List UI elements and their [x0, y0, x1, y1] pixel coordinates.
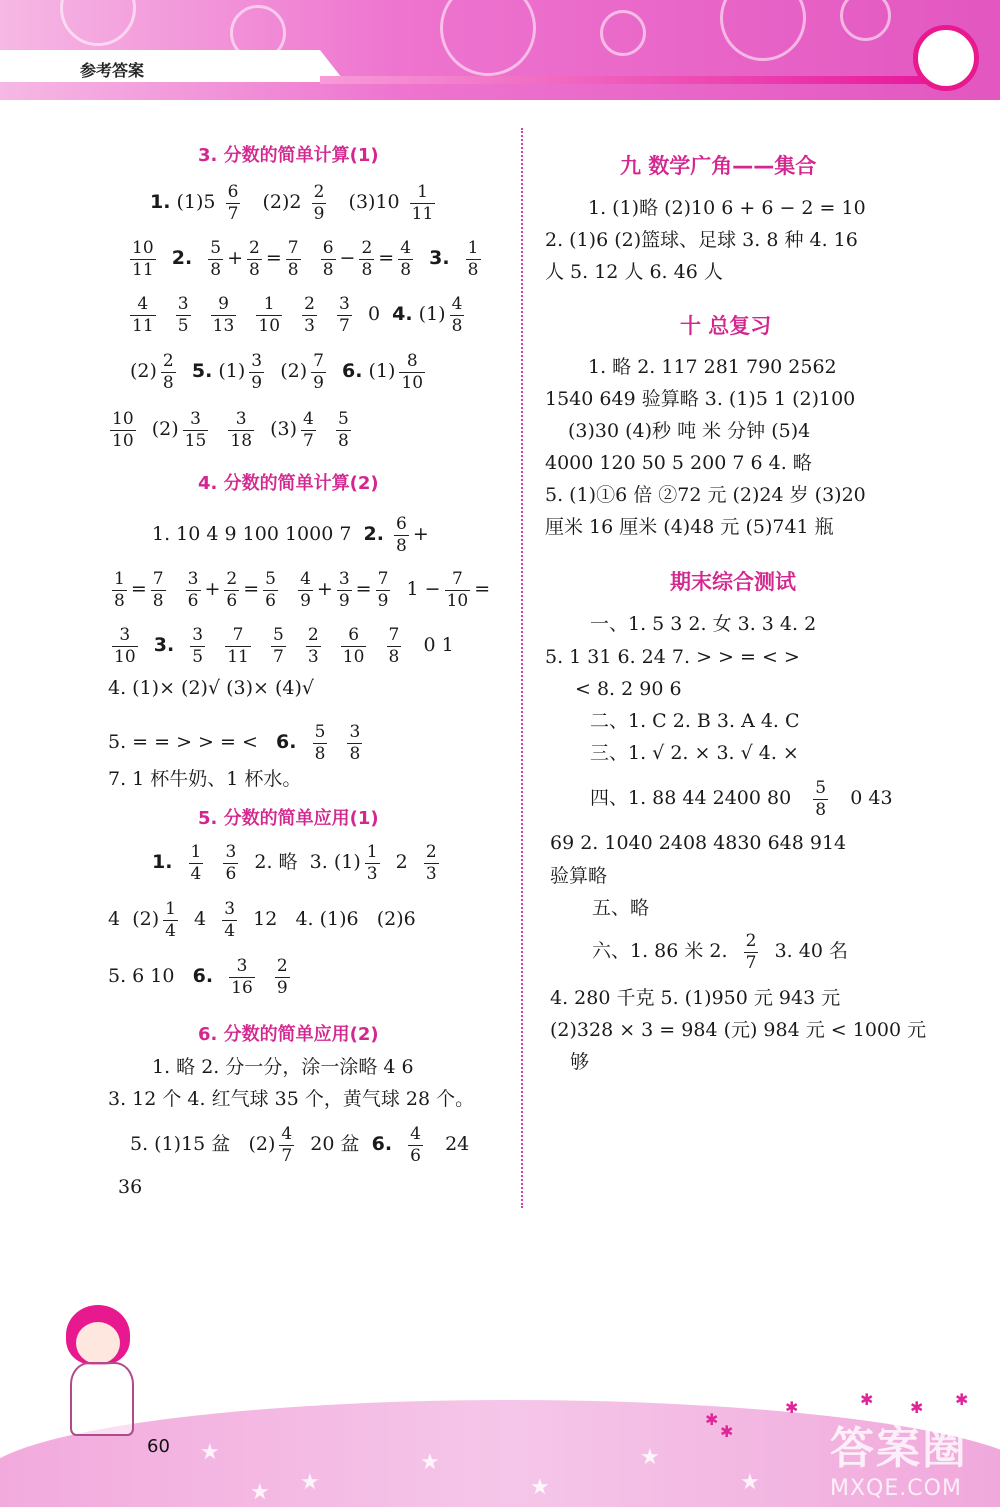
section-title: 3. 分数的简单计算(1) — [198, 145, 379, 166]
numerator: 5 — [272, 625, 284, 645]
denominator: 8 — [152, 590, 164, 611]
answer-text: 24 — [445, 1133, 470, 1156]
denominator: 8 — [467, 259, 479, 280]
numerator: 2 — [162, 351, 174, 371]
fraction — [229, 957, 255, 997]
answer-text: 5. — [191, 360, 213, 383]
numerator: 3 — [228, 410, 254, 431]
answer-text: 0 — [367, 303, 381, 326]
answer-line — [592, 932, 848, 972]
numerator: 10 — [132, 238, 154, 258]
section-title: 5. 分数的简单应用(1) — [198, 808, 379, 829]
numerator: 7 — [445, 570, 471, 591]
answer-text: (1)5 — [176, 191, 216, 214]
numerator: 1 — [467, 238, 479, 258]
answer-text: 1 − — [406, 578, 441, 601]
numerator: 5 — [210, 238, 222, 258]
numerator: 4 — [281, 1124, 293, 1144]
numerator: 7 — [152, 569, 164, 589]
answer-text: 5. = = > > = < — [108, 731, 258, 754]
numerator: 7 — [313, 351, 324, 371]
fraction — [110, 410, 136, 450]
fraction — [176, 295, 191, 335]
denominator: 11 — [132, 315, 154, 336]
numerator: 10 — [112, 409, 134, 429]
answer-text: 20 盆 — [310, 1133, 360, 1156]
fraction — [256, 295, 282, 335]
fraction — [466, 239, 481, 279]
denominator: 9 — [313, 203, 325, 224]
numerator: 9 — [211, 295, 237, 316]
answer-line: 4000 120 50 5 200 7 6 4. 略 — [545, 452, 812, 474]
denominator: 8 — [210, 259, 222, 280]
fraction — [313, 723, 328, 763]
fraction — [387, 626, 402, 666]
answer-line: $\frac{10}{11}$ 2. $\frac{5}{8}$ + $\frac{2}{8}$ = $\frac{7}{8}$ $\frac{6}{8}$ − $\frac{2}{8}$ = $\frac{4}{8}$ 3. $\frac{1}{8}$ — [132, 238, 479, 280]
answer-line: (2)328 × 3 = 984 (元) 984 元 < 1000 元 — [550, 1019, 927, 1041]
denominator: 8 — [314, 743, 326, 764]
fraction — [312, 183, 327, 223]
denominator: 3 — [425, 863, 437, 884]
numerator: 3 — [192, 625, 204, 645]
numerator: 7 — [225, 626, 251, 647]
denominator: 8 — [249, 259, 260, 280]
fraction — [190, 626, 205, 666]
answer-line: 人 5. 12 人 6. 46 人 — [545, 261, 723, 283]
numerator: 2 — [313, 182, 325, 202]
answer-line: 够 — [570, 1051, 590, 1073]
numerator: 5 — [337, 409, 349, 429]
numerator: 3 — [251, 351, 263, 371]
denominator: 10 — [446, 590, 469, 611]
pink-star-icon: ✱ — [860, 1390, 874, 1409]
answer-text: 3. (1) — [309, 851, 361, 874]
decor-bubble — [600, 10, 646, 56]
answer-text: (2) — [151, 418, 179, 441]
denominator: 11 — [411, 203, 434, 224]
pink-star-icon: ✱ — [705, 1410, 719, 1429]
answer-line: 36 — [118, 1176, 143, 1198]
denominator: 10 — [112, 430, 134, 451]
numerator: 3 — [177, 294, 189, 314]
numerator: 6 — [227, 182, 239, 202]
answer-line: $\frac{1}{8}$ = $\frac{7}{8}$ $\frac{3}{6}$ + $\frac{2}{6}$ = $\frac{5}{6}$ $\frac{4}{9}$ + $\frac{3}{9}$ = $\frac{7}{9}$ 1 − $\frac{7}{10}$ = — [114, 569, 491, 611]
fraction — [225, 626, 251, 666]
answer-line — [108, 957, 294, 997]
answer-text: 0 1 — [423, 634, 454, 657]
pink-star-icon: ✱ — [910, 1398, 924, 1417]
decor-bubble — [60, 0, 136, 46]
denominator: 8 — [815, 799, 827, 820]
answer-line: 一、1. 5 3 2. 女 3. 3 4. 2 — [590, 613, 817, 635]
fraction — [271, 626, 286, 666]
denominator: 9 — [276, 977, 288, 998]
fraction — [208, 239, 223, 279]
fraction — [226, 183, 241, 223]
denominator: 11 — [132, 259, 154, 280]
star-icon: ★ — [250, 1480, 270, 1505]
answer-text: 3. — [153, 634, 175, 657]
fraction — [365, 843, 380, 883]
answer-text: 0 43 — [850, 787, 893, 810]
denominator: 8 — [114, 590, 125, 611]
answer-line — [126, 295, 468, 335]
fraction — [337, 570, 352, 610]
star-icon: ★ — [200, 1440, 220, 1465]
star-icon: ★ — [420, 1450, 440, 1475]
answer-text: 4. — [392, 303, 413, 326]
section-title: 九 数学广角——集合 — [620, 154, 817, 178]
denominator: 4 — [165, 920, 176, 941]
answer-line: 69 2. 1040 2408 4830 648 914 — [550, 832, 847, 854]
fraction — [249, 352, 264, 392]
header-banner — [0, 0, 1000, 100]
fraction — [211, 295, 237, 335]
denominator: 9 — [338, 590, 350, 611]
fraction — [161, 352, 176, 392]
denominator: 15 — [184, 430, 207, 451]
star-icon: ★ — [300, 1470, 320, 1495]
fraction — [424, 843, 439, 883]
answer-line: 厘米 16 厘米 (4)48 元 (5)741 瓶 — [545, 516, 834, 538]
denominator: 8 — [396, 535, 407, 556]
denominator: 18 — [230, 430, 253, 451]
section-title: 十 总复习 — [680, 314, 772, 338]
denominator: 4 — [190, 863, 202, 884]
numerator: 4 — [300, 569, 311, 589]
answer-text: 2 — [395, 851, 408, 874]
star-icon: ★ — [740, 1470, 760, 1495]
denominator: 4 — [224, 920, 236, 941]
fraction — [408, 1125, 423, 1165]
numerator: 5 — [314, 722, 326, 742]
answer-line: 7. 1 杯牛奶、1 杯水。 — [108, 768, 302, 790]
section-title: 4. 分数的简单计算(2) — [198, 473, 379, 494]
answer-line: 1. 略 2. 分一分，涂一涂略 4 6 — [152, 1056, 414, 1078]
numerator: 1 — [256, 295, 282, 316]
denominator: 8 — [337, 430, 349, 451]
answer-line: 1. (1)5 $\frac{6}{7}$ (2)2 $\frac{2}{9}$ (3)10 $\frac{1}{11}$ — [150, 182, 434, 224]
decor-bubble — [720, 0, 806, 61]
numerator: 4 — [303, 409, 314, 429]
answer-line — [152, 843, 443, 883]
answer-text: 3. 40 名 — [774, 940, 848, 963]
fraction — [279, 1125, 294, 1165]
numerator: 2 — [745, 931, 757, 951]
numerator: 1 — [190, 842, 202, 862]
denominator: 10 — [114, 646, 136, 667]
fraction — [399, 352, 425, 392]
answer-line: 5. 1 31 6. 24 7. > > = < > — [545, 646, 800, 668]
numerator: 2 — [304, 294, 315, 314]
fraction — [223, 843, 238, 883]
fraction — [359, 239, 374, 279]
section-title: 期末综合测试 — [670, 570, 796, 594]
numerator: 6 — [341, 626, 367, 647]
numerator: 4 — [130, 295, 156, 316]
pink-star-icon: ✱ — [955, 1390, 969, 1409]
fraction — [445, 570, 471, 610]
column-divider — [521, 128, 523, 1208]
numerator: 8 — [399, 352, 425, 373]
fraction — [301, 410, 316, 450]
denominator: 6 — [225, 863, 237, 884]
answer-text: 6. — [371, 1133, 393, 1156]
fraction — [341, 626, 367, 666]
fraction — [410, 183, 436, 223]
fraction — [189, 843, 204, 883]
answer-text: (2) — [280, 360, 308, 383]
numerator: 3 — [183, 410, 209, 431]
fraction — [130, 295, 156, 335]
answer-text: 4 — [108, 908, 121, 931]
answer-line — [108, 900, 416, 940]
answer-line: 1. 10 4 9 100 1000 7 2. $\frac{6}{8}$ + — [152, 514, 429, 556]
denominator: 8 — [361, 259, 373, 280]
fraction — [311, 352, 326, 392]
star-icon: ★ — [530, 1475, 550, 1500]
page-number: 60 — [147, 1436, 170, 1457]
denominator: 16 — [231, 977, 253, 998]
numerator: 3 — [225, 842, 237, 862]
denominator: 7 — [227, 203, 239, 224]
answer-line: < 8. 2 90 6 — [575, 678, 682, 700]
answer-line: 1. 略 2. 117 281 790 2562 — [588, 356, 837, 378]
answer-text: 12 — [253, 908, 278, 931]
numerator: 3 — [224, 899, 236, 919]
denominator: 7 — [272, 646, 284, 667]
denominator: 10 — [342, 646, 365, 667]
denominator: 9 — [313, 372, 324, 393]
section-title: 6. 分数的简单应用(2) — [198, 1024, 379, 1045]
answer-text: (1) — [218, 360, 246, 383]
fraction — [186, 570, 201, 610]
fraction — [183, 410, 209, 450]
numerator: 1 — [366, 842, 378, 862]
denominator: 8 — [322, 259, 334, 280]
numerator: 3 — [229, 957, 255, 978]
answer-text: 5. 6 10 — [108, 965, 175, 988]
denominator: 6 — [265, 590, 276, 611]
fraction — [813, 779, 828, 819]
numerator: 3 — [339, 294, 350, 314]
numerator: 4 — [410, 1124, 421, 1144]
fraction — [275, 957, 290, 997]
star-icon: ★ — [640, 1445, 660, 1470]
denominator: 7 — [303, 430, 314, 451]
numerator: 2 — [249, 238, 260, 258]
numerator: 5 — [815, 778, 827, 798]
fraction — [394, 515, 409, 555]
answer-line — [130, 1125, 469, 1165]
denominator: 9 — [300, 590, 311, 611]
answer-text: 6. — [276, 731, 297, 754]
answer-line — [106, 410, 355, 450]
denominator: 3 — [366, 863, 378, 884]
numerator: 3 — [349, 722, 361, 742]
answer-text: 6. — [342, 360, 363, 383]
numerator: 6 — [396, 514, 407, 534]
denominator: 8 — [287, 259, 299, 280]
fraction — [228, 410, 254, 450]
denominator: 6 — [226, 590, 238, 611]
denominator: 8 — [349, 743, 361, 764]
denominator: 8 — [388, 646, 400, 667]
fraction — [163, 900, 178, 940]
denominator: 5 — [192, 646, 204, 667]
watermark-main: 答案圈 — [830, 1423, 968, 1474]
denominator: 3 — [307, 646, 319, 667]
answer-text: 6. — [192, 965, 214, 988]
pink-star-icon: ✱ — [720, 1422, 734, 1441]
fraction — [302, 295, 317, 335]
fraction — [347, 723, 362, 763]
fraction — [321, 239, 336, 279]
answer-line: 五、略 — [592, 897, 650, 919]
fraction — [247, 239, 262, 279]
fraction — [306, 626, 321, 666]
answer-text: (2)6 — [376, 908, 416, 931]
answer-text: (2) — [248, 1133, 276, 1156]
fraction — [263, 570, 278, 610]
decor-bubble — [840, 0, 891, 41]
denominator: 11 — [227, 646, 249, 667]
fraction — [130, 239, 156, 279]
girl-illustration-body — [70, 1362, 134, 1436]
numerator: 2 — [307, 625, 319, 645]
numerator: 3 — [187, 569, 199, 589]
watermark — [830, 1412, 1000, 1502]
answer-line: 二、1. C 2. B 3. A 4. C — [590, 710, 800, 732]
header-rule — [320, 76, 930, 84]
answer-text: 六、1. 86 米 2. — [592, 940, 728, 963]
answer-text: (2) — [130, 360, 157, 383]
numerator: 6 — [322, 238, 334, 258]
fraction — [222, 900, 237, 940]
answer-text: 3. — [429, 247, 450, 270]
answer-text: (3) — [270, 418, 298, 441]
fraction — [337, 295, 352, 335]
numerator: 5 — [265, 569, 276, 589]
answer-line: 3. 12 个 4. 红气球 35 个，黄气球 28 个。 — [108, 1088, 475, 1110]
answer-line — [130, 352, 429, 392]
header-label: 参考答案 — [80, 61, 145, 80]
answer-line — [108, 723, 366, 763]
answer-text: (3)10 — [348, 191, 400, 214]
answer-line: 验算略 — [550, 865, 608, 887]
denominator: 9 — [251, 372, 263, 393]
answer-text: 四、1. 88 44 2400 80 — [590, 787, 792, 810]
denominator: 8 — [162, 372, 174, 393]
answer-line: 1. (1)略 (2)10 6 + 6 − 2 = 10 — [588, 197, 866, 219]
numerator: 1 — [165, 899, 176, 919]
fraction — [112, 626, 138, 666]
denominator: 8 — [451, 315, 463, 336]
numerator: 3 — [112, 626, 138, 647]
decor-bubble — [440, 0, 536, 76]
denominator: 7 — [745, 952, 757, 973]
numerator: 2 — [361, 238, 373, 258]
fraction — [398, 239, 413, 279]
answer-text: 1. — [152, 851, 173, 874]
answer-line: 2. (1)6 (2)篮球、足球 3. 8 种 4. 16 — [545, 229, 858, 251]
numerator: 2 — [276, 956, 288, 976]
answer-text: (1) — [368, 360, 396, 383]
answer-line: 4. 280 千克 5. (1)950 元 943 元 — [550, 987, 841, 1009]
answer-line — [590, 779, 893, 819]
answer-text: (2) — [132, 908, 160, 931]
numerator: 3 — [338, 569, 350, 589]
denominator: 6 — [187, 590, 199, 611]
answer-line: (3)30 (4)秒 吨 米 分钟 (5)4 — [568, 420, 811, 442]
fraction — [336, 410, 351, 450]
denominator: 7 — [339, 315, 350, 336]
answer-line: 5. (1)①6 倍 ②72 元 (2)24 岁 (3)20 — [545, 484, 866, 506]
fraction — [376, 570, 391, 610]
fraction — [298, 570, 313, 610]
answer-text: 1. 10 4 9 100 1000 7 — [152, 523, 352, 546]
denominator: 7 — [281, 1145, 293, 1166]
denominator: 3 — [304, 315, 315, 336]
numerator: 2 — [425, 842, 437, 862]
numerator: 1 — [114, 569, 125, 589]
fraction — [151, 570, 166, 610]
answer-text: (1) — [418, 303, 446, 326]
denominator: 10 — [258, 315, 281, 336]
denominator: 6 — [410, 1145, 421, 1166]
header-ring-icon — [913, 25, 979, 91]
denominator: 8 — [400, 259, 412, 280]
fraction — [112, 570, 127, 610]
denominator: 9 — [377, 590, 389, 611]
numerator: 1 — [410, 183, 436, 204]
answer-text: 2. 略 — [254, 851, 298, 874]
numerator: 7 — [388, 625, 400, 645]
answer-line: 三、1. √ 2. × 3. √ 4. × — [590, 742, 799, 764]
answer-line: 1540 649 验算略 3. (1)5 1 (2)100 — [545, 388, 856, 410]
numerator: 7 — [287, 238, 299, 258]
fraction — [450, 295, 465, 335]
denominator: 5 — [177, 315, 189, 336]
denominator: 13 — [212, 315, 235, 336]
answer-text: 4 — [194, 908, 207, 931]
pink-star-icon: ✱ — [785, 1398, 799, 1417]
answer-text: (2)2 — [262, 191, 302, 214]
girl-illustration-face — [76, 1322, 120, 1364]
fraction — [744, 932, 759, 972]
numerator: 4 — [400, 238, 412, 258]
numerator: 2 — [226, 569, 238, 589]
answer-text: 4. (1)6 — [295, 908, 359, 931]
denominator: 10 — [401, 372, 424, 393]
numerator: 4 — [451, 294, 463, 314]
fraction — [286, 239, 301, 279]
answer-line — [108, 626, 454, 666]
fraction — [224, 570, 239, 610]
numerator: 7 — [377, 569, 389, 589]
answer-text: 5. (1)15 盆 — [130, 1133, 231, 1156]
answer-line: 4. (1)× (2)√ (3)× (4)√ — [108, 677, 314, 699]
watermark-site: MXQE.COM — [830, 1476, 962, 1501]
